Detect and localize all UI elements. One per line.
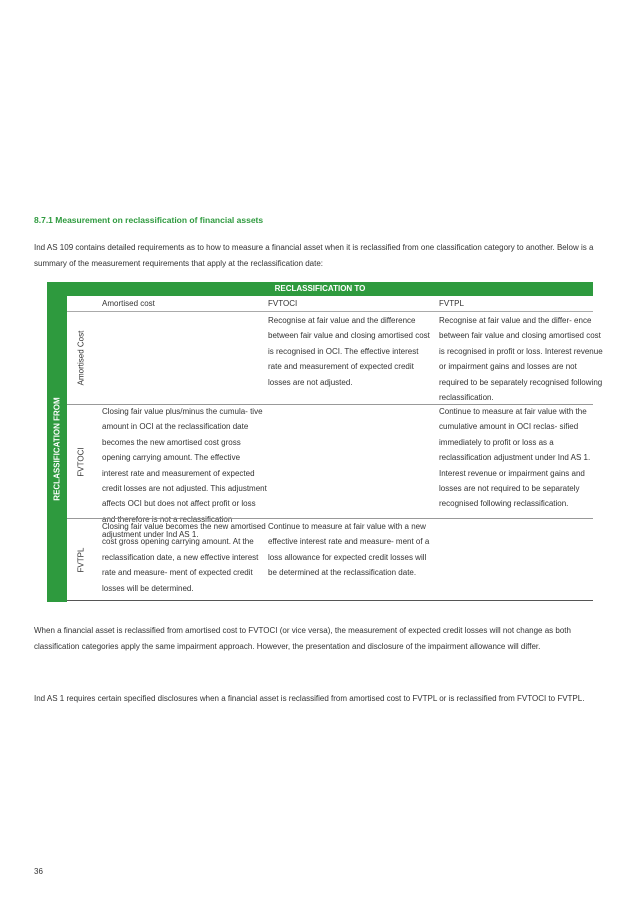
reclassification-table [47, 282, 603, 602]
cell-fvtoci-to-amortised: Closing fair value plus/minus the cumula- tive amount in OCI at the reclassification date becomes the new amortised cost gross opening carrying amount. The effective interest rate and measurement of expected credit losses are not adjusted. This adjustment affects OCI but does not affect profit or loss and therefore is not a reclassification adjustment under Ind AS 1. [102, 407, 267, 540]
paragraph-disclosures: Ind AS 1 requires certain specified disclosures when a financial asset is reclassified from amortised cost to FVTPL or is reclassified from FVTOCI to FVTPL. [34, 694, 585, 703]
cell-amortised-to-fvtpl: Recognise at fair value and the differ- ence between fair value and closing amortised cost is recognised in profit or loss. Interest revenue or impairment gains and losses are not required to be separately recognised following reclassification. [439, 316, 603, 403]
reclassification-from-bar [47, 296, 67, 602]
row-label-amortised-cost [67, 312, 95, 404]
intro-paragraph: Ind AS 109 contains detailed requirements as to how to measure a financial asset when it is reclassified from one classification category to another. Below is a summary of the measurement requirements that apply at the reclassification date: [34, 243, 594, 268]
reclassification-to-header: RECLASSIFICATION TO [47, 282, 593, 296]
row-label-text: FVTPL [76, 547, 86, 573]
cell-fvtoci-to-fvtpl: Continue to measure at fair value with the cumulative amount in OCI reclas- sified immediately to profit or loss as a reclassification adjustment under Ind AS 1. Interest revenue or impairment gains and losses are not required to be separately recognised following reclassification. [439, 407, 591, 509]
page-number: 36 [34, 867, 43, 876]
column-header-fvtoci: FVTOCI [268, 299, 298, 308]
row-label-fvtoci [67, 405, 95, 518]
column-header-amortised-cost: Amortised cost [102, 299, 155, 308]
paragraph-expected-credit-losses: When a financial asset is reclassified from amortised cost to FVTOCI (or vice versa), the measurement of expected credit losses will not change as both classification categories apply the same impairment approach. However, the presentation and disclosure of the impairment allowance will differ. [34, 626, 571, 651]
reclassification-from-label: RECLASSIFICATION FROM [52, 397, 62, 501]
header-divider [67, 311, 593, 312]
column-header-fvtpl: FVTPL [439, 299, 464, 308]
cell-amortised-to-fvtoci: Recognise at fair value and the difference between fair value and closing amortised cost is recognised in OCI. The effective interest rate and measurement of expected credit losses are not adjusted. [268, 316, 430, 387]
cell-fvtpl-to-amortised: Closing fair value becomes the new amortised cost gross opening carrying amount. At the reclassification date, a new effective interest rate and measure- ment of expected credit losses will be determined. [102, 522, 266, 593]
row-label-fvtpl [67, 519, 95, 601]
row-label-text: FVTOCI [76, 446, 86, 477]
section-heading: 8.7.1 Measurement on reclassification of financial assets [34, 215, 264, 225]
row-label-text: Amortised Cost [76, 330, 86, 386]
table-bottom-rule [67, 600, 593, 601]
cell-fvtpl-to-fvtoci: Continue to measure at fair value with a new effective interest rate and measure- ment of a loss allowance for expected credit losses will be determined at the reclassification date. [268, 522, 430, 578]
